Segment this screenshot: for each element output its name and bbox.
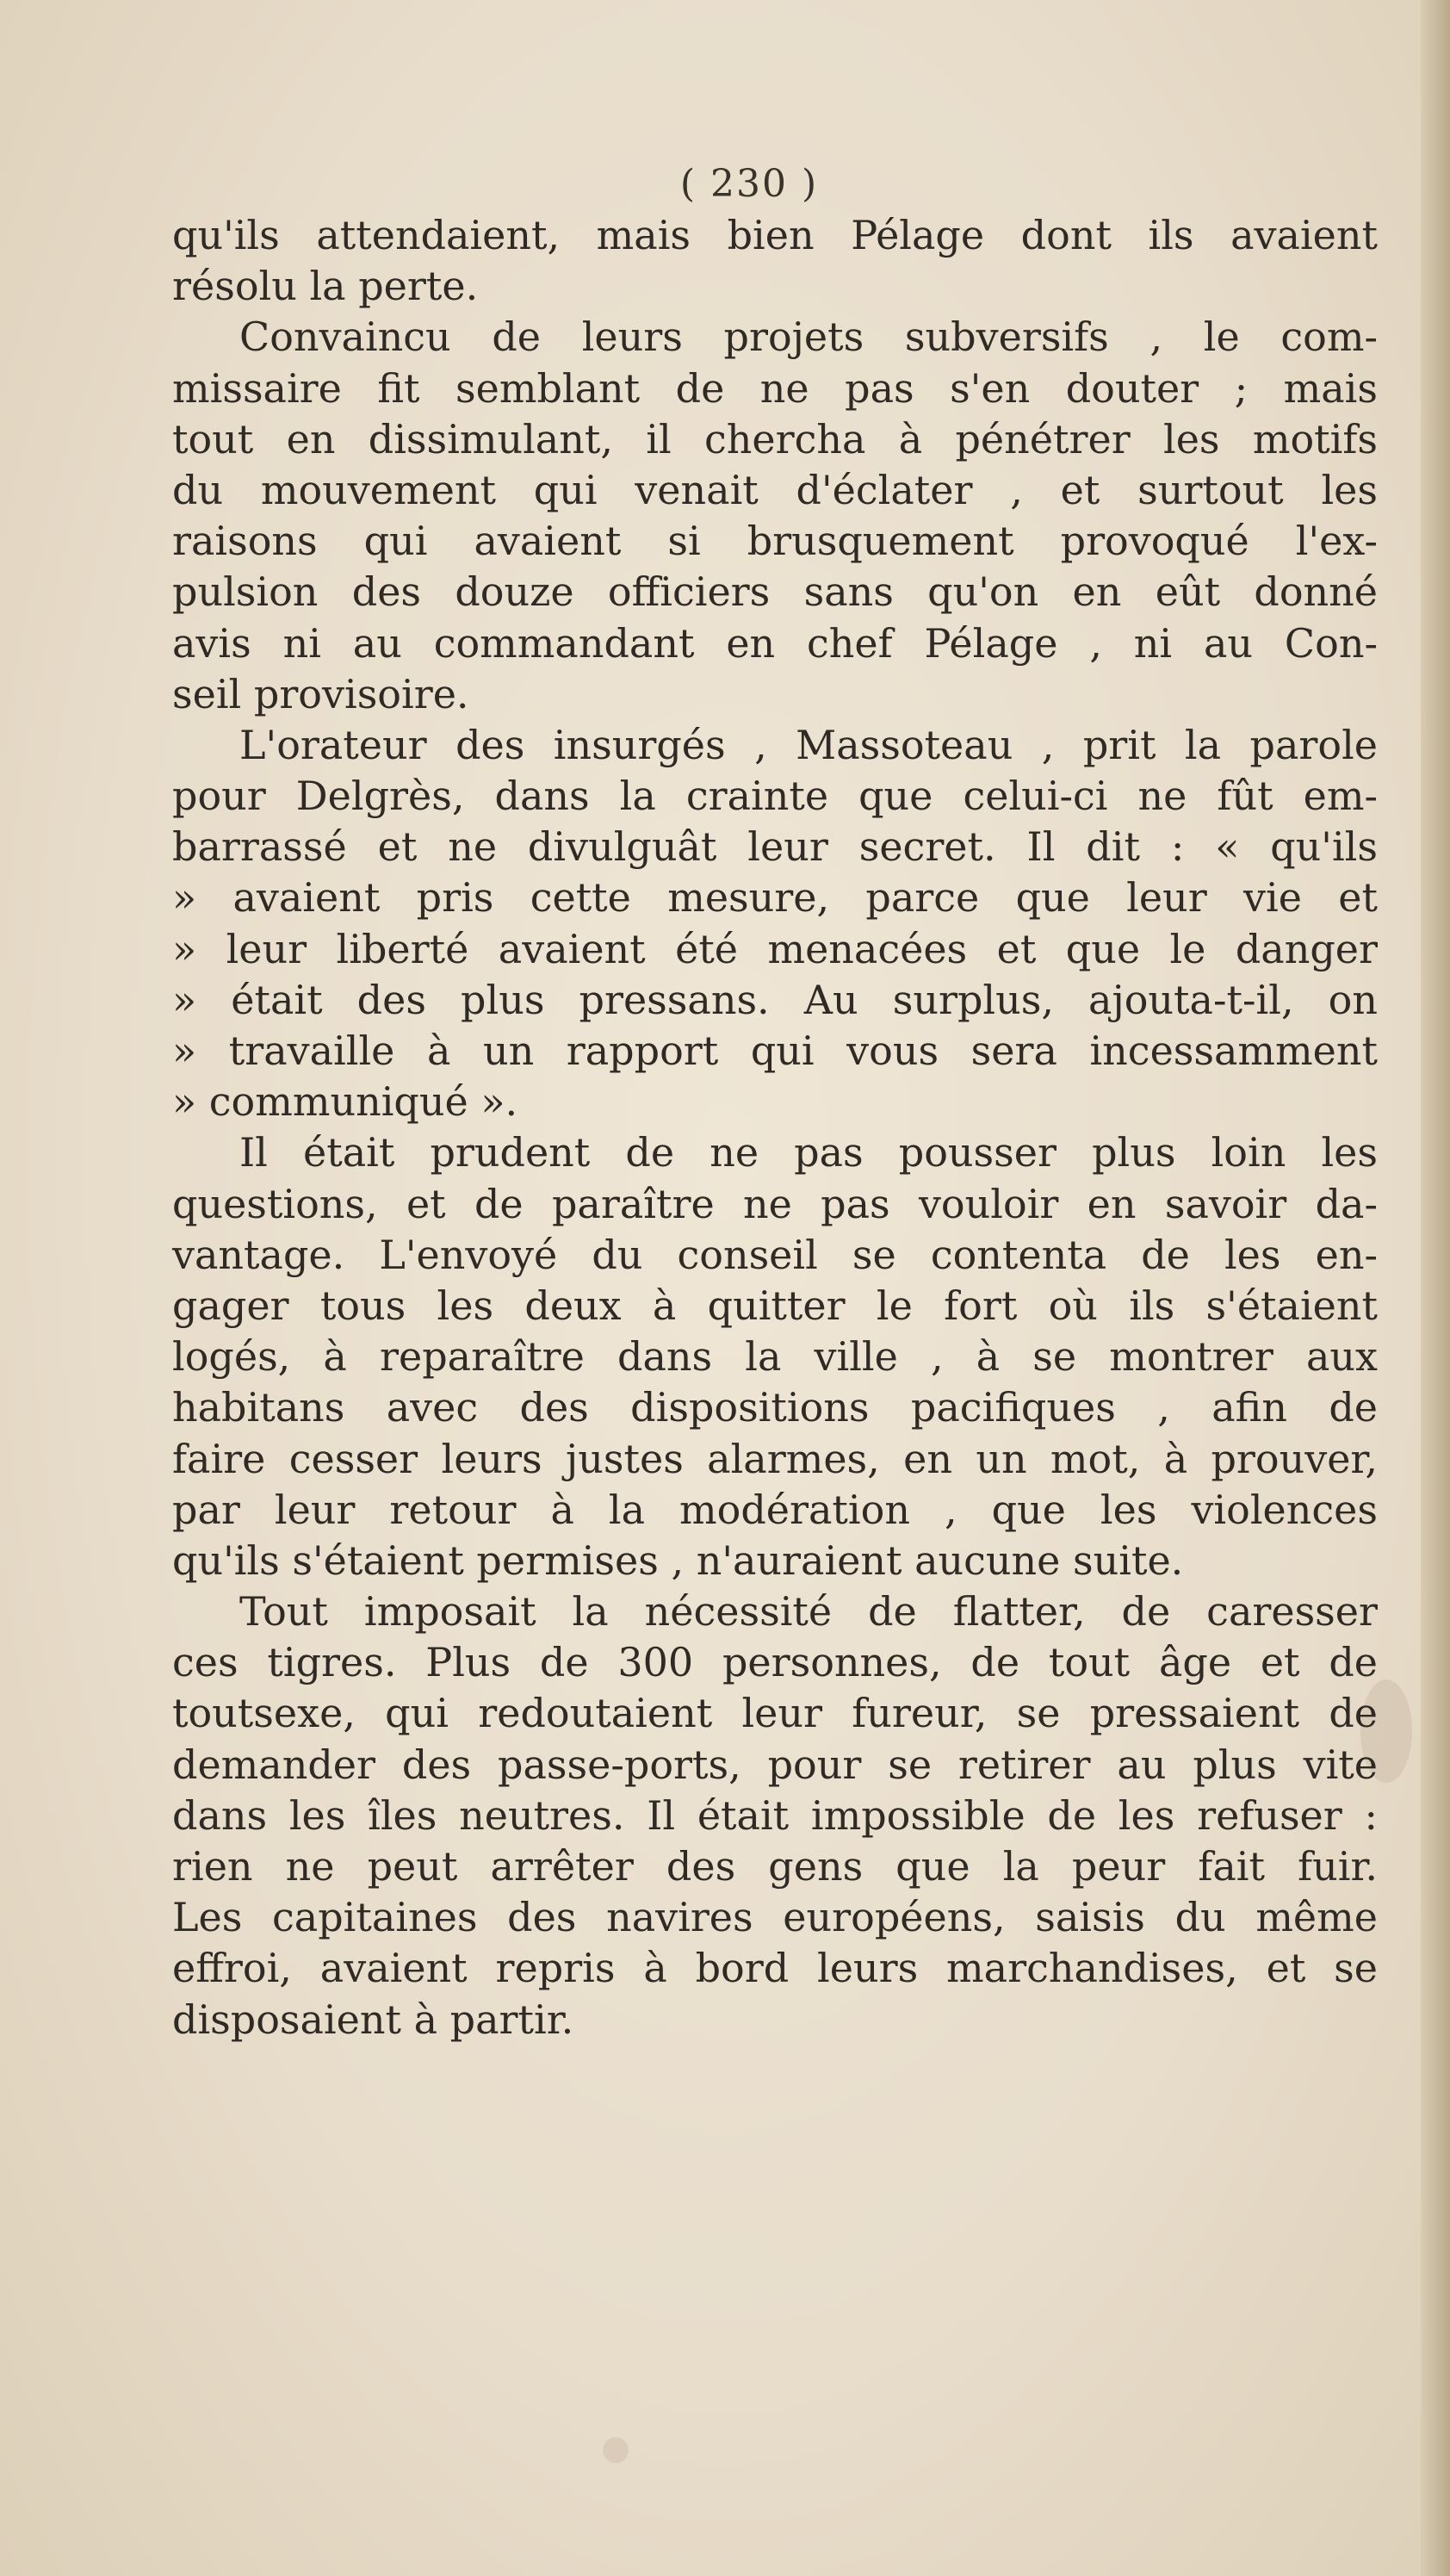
text-line: par leur retour à la modération , que les violences [172, 1486, 1378, 1533]
text-line: missaire fit semblant de ne pas s'en douter ; mais [172, 364, 1378, 412]
text-line: vantage. L'envoyé du conseil se contenta de les en- [172, 1231, 1378, 1278]
text-line: tout en dissimulant, il chercha à pénétrer les motifs [172, 415, 1378, 462]
text-line: demander des passe-ports, pour se retirer au plus vite [172, 1741, 1378, 1788]
text-line: » était des plus pressans. Au surplus, ajouta-t-il, on [172, 976, 1378, 1023]
text-line: logés, à reparaître dans la ville , à se montrer aux [172, 1333, 1378, 1381]
text-line: barrassé et ne divulguât leur secret. Il dit : « qu'ils [172, 823, 1378, 871]
text-line: rien ne peut arrêter des gens que la peur fait fuir. [172, 1843, 1378, 1890]
page-edge-shadow [1421, 0, 1450, 2576]
text-line: » leur liberté avaient été menacées et que le danger [172, 925, 1378, 972]
paragraph-first-line: L'orateur des insurgés , Massoteau , prit la parole [239, 721, 1378, 768]
text-line: questions, et de paraître ne pas vouloir en savoir da- [172, 1180, 1378, 1227]
text-line: avis ni au commandant en chef Pélage , ni au Con- [172, 619, 1378, 667]
text-line: qu'ils s'étaient permises , n'auraient aucune suite. [172, 1536, 1184, 1584]
text-line: » travaille à un rapport qui vous sera incessamment [172, 1027, 1378, 1074]
text-line: seil provisoire. [172, 670, 469, 717]
paragraph-first-line: Il était prudent de ne pas pousser plus loin les [239, 1129, 1378, 1176]
text-line: qu'ils attendaient, mais bien Pélage dont ils avaient [172, 212, 1378, 258]
text-line: raisons qui avaient si brusquement provoqué l'ex- [172, 518, 1378, 565]
body-text [172, 210, 1378, 2045]
text-line: disposaient à partir. [172, 1996, 574, 2043]
paragraph-first-line: Tout imposait la nécessité de flatter, de caresser [239, 1588, 1378, 1636]
text-line: pulsion des douze officiers sans qu'on en eût donné [172, 568, 1378, 616]
text-line: » avaient pris cette mesure, parce que leur vie et [172, 874, 1378, 922]
paragraph-first-line: Convaincu de leurs projets subversifs , le com- [239, 313, 1378, 361]
paper-mark [603, 2437, 629, 2463]
page-number: ( 230 ) [679, 162, 819, 206]
text-line: toutsexe, qui redoutaient leur fureur, se pressaient de [172, 1690, 1378, 1737]
text-line: pour Delgrès, dans la crainte que celui-ci ne fût em- [172, 773, 1378, 820]
text-line: Les capitaines des navires européens, saisis du même [172, 1894, 1378, 1941]
text-line: habitans avec des dispositions pacifiques , afin de [172, 1384, 1378, 1431]
text-line: dans les îles neutres. Il était impossible de les refuser : [172, 1791, 1378, 1839]
text-line: gager tous les deux à quitter le fort où ils s'étaient [172, 1282, 1378, 1329]
text-line: du mouvement qui venait d'éclater , et surtout les [172, 466, 1378, 513]
text-line: effroi, avaient repris à bord leurs marchandises, et se [172, 1945, 1378, 1992]
text-line: ces tigres. Plus de 300 personnes, de tout âge et de [172, 1639, 1378, 1686]
text-line: faire cesser leurs justes alarmes, en un mot, à prouver, [172, 1435, 1378, 1482]
text-line: résolu la perte. [172, 263, 479, 310]
text-line: » communiqué ». [172, 1078, 518, 1126]
